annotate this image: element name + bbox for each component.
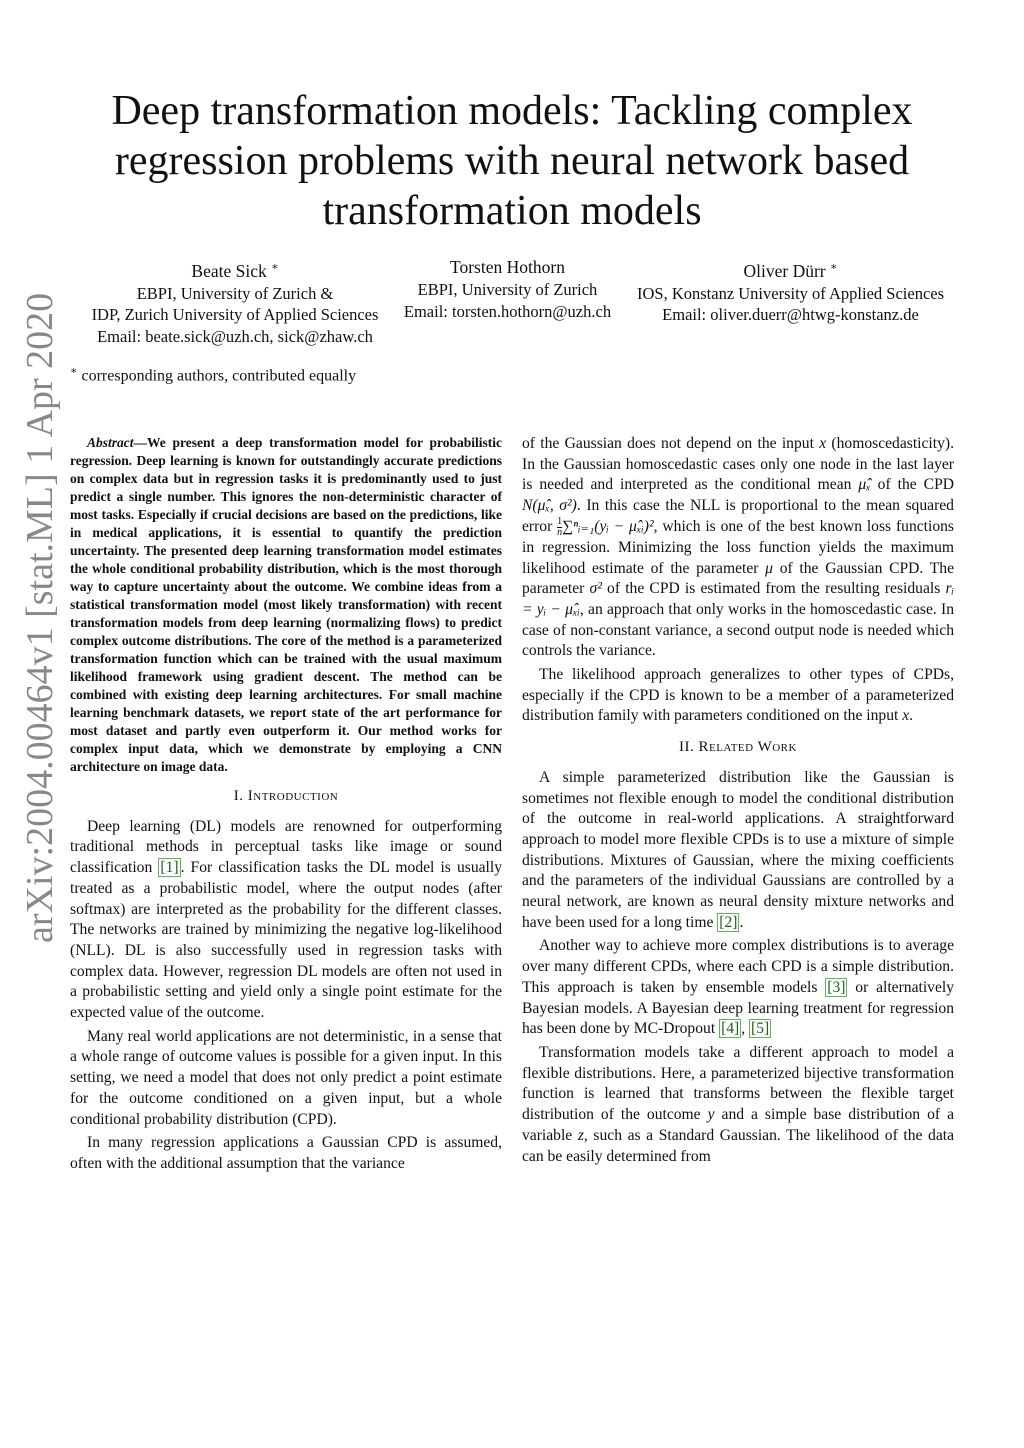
author-email: Email: beate.sick@uzh.ch, sick@zhaw.ch — [97, 326, 373, 346]
intro-paragraph-3: In many regression applications a Gaussian CPD is assumed, often with the additional assumption that the variance — [70, 1134, 502, 1172]
abstract — [70, 434, 502, 776]
related-paragraph-1: A simple parameterized distribution like the Gaussian is sometimes not flexible enough to model the conditional distribution of the outcome in real-world applications. A straightforward approach to model more flexible CPDs is to use a mixture of simple distributions. Mixtures of Gaussian, where the mixing coefficients and the parameters of the individual Gaussians are controlled by a neural network, are known as neural density mixture networks and have been used for a long time [2] . — [522, 768, 954, 931]
paper-title: Deep transformation models: Tackling complex regression problems with neural network based transformation models — [111, 88, 913, 234]
author-mark: ∗ — [830, 261, 838, 273]
intro-paragraph-2: Many real world applications are not deterministic, in a sense that a whole range of outcome values is possible for a given input. In this setting, we need a model that does not only predict a point estimate for the outcome conditioned on a given input, but a whole conditional probability distribution (CPD). — [70, 1027, 502, 1128]
author-affiliation: EBPI, University of Zurich — [417, 280, 598, 299]
author-block-3 — [618, 255, 963, 326]
author-email: Email: torsten.hothorn@uzh.ch — [403, 301, 612, 321]
section-heading-related-work: II. Related Work — [679, 739, 797, 756]
author-name: Torsten Hothorn — [450, 257, 565, 277]
citation-link[interactable]: [4] — [721, 1020, 740, 1038]
abstract-text: —We present a deep transformation model for probabilistic regression. Deep learning is known for outstandingly accurate predictions on complex data but in regression tasks it is predominantly used to just predict a single number. This ignores the non-deterministic character of most tasks. Especially if crucial decisions are based on the predictions, like in medical applications, it is essential to quantify the prediction uncertainty. The presented deep learning transformation model estimates the whole conditional probability distribution, which is the most thorough way to capture uncertainty about the outcome. We combine ideas from a statistical transformation model (most likely transformation) with recent transformation models from deep learning (normalizing flows) to predict complex outcome distributions. The core of the method is a parameterized transformation function which can be trained with the usual maximum likelihood framework using gradient descent. The method can be combined with existing deep learning architectures. For small machine learning benchmark datasets, we report state of the art performance for most dataset and partly even outperform it. Our method works for complex input data, which we demonstrate by employing a CNN architecture on image data. — [70, 435, 502, 774]
author-affiliation: IDP, Zurich University of Applied Sciences — [91, 305, 379, 325]
author-email: Email: oliver.duerr@htwg-konstanz.de — [662, 305, 919, 325]
intro-paragraph-1: Deep learning (DL) models are renowned for outperforming traditional methods in perceptual tasks like image or sound classification [1] . For classification tasks the DL model is usually treated as a probabilistic model, where the output nodes (after softmax) are interpreted as the probability for the different classes. The networks are trained by minimizing the negative log-likelihood (NLL). DL is also successfully used in regression tasks with complex data. However, regression DL models are often not used in a probabilistic setting and yield only a single point estimate for the expected value of the outcome. — [70, 817, 503, 1022]
gaussian-paragraph: of the Gaussian does not depend on the input x (homoscedasticity). In the Gaussian homoscedastic cases only one node in the last layer is needed and interpreted as the conditional mean μ̂ₓ of the CPD N(μ̂ₓ, σ²). In this case the NLL is proportional to the mean squared error $\frac{1}{n}$ ∑ⁿᵢ₌₁(yᵢ − μ̂ₓᵢ)², which is one of the best known loss functions in regression. Minimizing the loss function yields the maximum likelihood estimate of the parameter μ of the Gaussian CPD. The parameter σ² of the CPD is estimated from the resulting residuals rᵢ = yᵢ − μ̂ₓᵢ, an approach that only works in the homoscedastic case. In case of non-constant variance, a second output node is needed which controls the variance. — [522, 435, 955, 660]
fraction: $\frac{1}{n}$ — [557, 515, 563, 538]
author-mark: ∗ — [271, 261, 279, 273]
arxiv-side-label: arXiv:2004.00464v1 [stat.ML] 1 Apr 2020 — [19, 292, 61, 943]
abstract-label: Abstract — [87, 435, 134, 450]
author-affiliation: EBPI, University of Zurich & — [136, 283, 334, 303]
footnote-mark: ∗ — [70, 365, 78, 377]
author-block-2 — [395, 255, 620, 322]
corresponding-footnote — [70, 364, 356, 385]
citation-link[interactable]: [5] — [751, 1020, 770, 1038]
citation-link[interactable]: [3] — [827, 978, 846, 996]
author-name: Oliver Dürr ∗ — [743, 260, 838, 281]
related-paragraph-3: Transformation models take a different approach to model a flexible distributions. Here, a parameterized bijective transformation function is learned that transforms between the flexible target distribution of the outcome y and a simple base distribution of a variable z, such as a Standard Gaussian. The likelihood of the data can be easily determined from — [522, 1043, 954, 1165]
likelihood-paragraph: The likelihood approach generalizes to other types of CPDs, especially if the CPD is known to be a member of a parameterized distribution family with parameters conditioned on the input x. — [522, 666, 954, 725]
author-block-1 — [70, 255, 400, 347]
related-paragraph-2: Another way to achieve more complex distributions is to average over many different CPDs, where each CPD is a simple distribution. This approach is taken by ensemble models [3] or alternatively Bayesian models. A Bayesian deep learning treatment for regression has been done by MC-Dropout [4] , [5] — [522, 937, 955, 1038]
citation-link[interactable]: [1] — [160, 859, 179, 877]
author-name: Beate Sick ∗ — [191, 260, 279, 281]
section-heading-introduction: I. Introduction — [233, 788, 339, 804]
right-column — [522, 434, 954, 1170]
left-column — [70, 434, 502, 1178]
footnote-text: corresponding authors, contributed equally — [81, 367, 357, 385]
citation-link[interactable]: [2] — [719, 913, 738, 931]
author-affiliation: IOS, Konstanz University of Applied Sciences — [636, 283, 945, 303]
